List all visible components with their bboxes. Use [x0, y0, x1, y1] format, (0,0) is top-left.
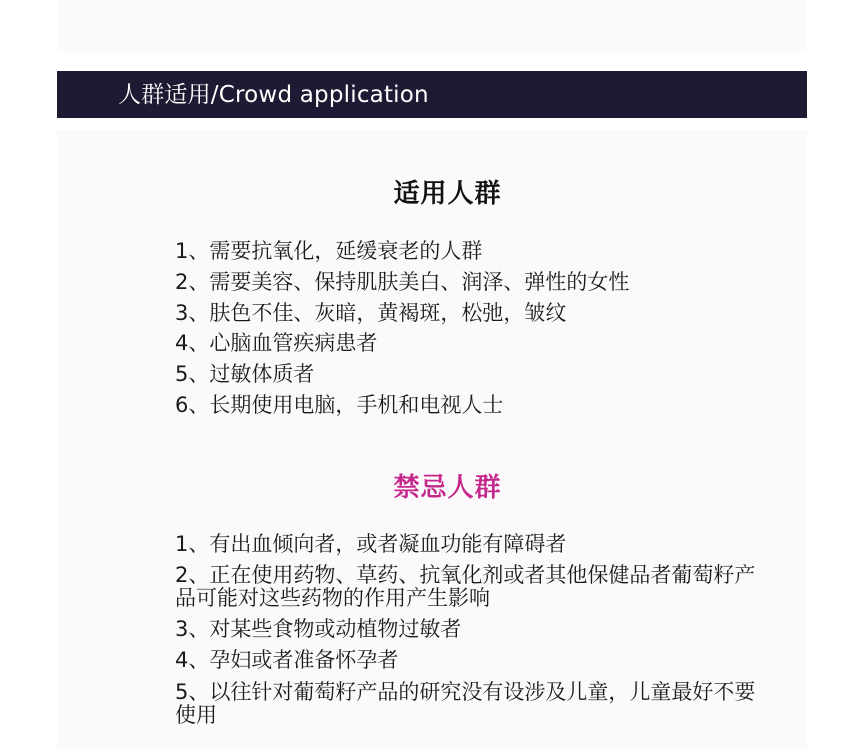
- section-header-title: 人群适用/Crowd application: [118, 82, 429, 108]
- suitable-crowd-title: 适用人群: [393, 179, 502, 209]
- forbidden-crowd-title: 禁忌人群: [393, 473, 502, 503]
- list-item: 1、有出血倾向者，或者凝血功能有障碍者: [175, 532, 567, 556]
- list-item: 6、长期使用电脑，手机和电视人士: [175, 392, 504, 417]
- list-item: 1、需要抗氧化，延缓衰老的人群: [175, 239, 483, 263]
- list-item: 5、以往针对葡萄籽产品的研究没有设涉及儿童，儿童最好不要使用: [175, 680, 756, 728]
- list-item: 4、心脑血管疾病患者: [175, 331, 378, 356]
- content-panel: [57, 130, 807, 749]
- forbidden-crowd-list: [175, 529, 775, 731]
- section-header-bar: [57, 71, 807, 118]
- list-item: 3、肤色不佳、灰暗，黄褐斑，松弛，皱纹: [175, 300, 567, 325]
- list-item: 3、对某些食物或动植物过敏者: [175, 616, 462, 641]
- list-item: 2、需要美容、保持肌肤美白、润泽、弹性的女性: [175, 269, 630, 294]
- list-item: 4、孕妇或者准备怀孕者: [175, 647, 399, 672]
- suitable-crowd-list: [175, 236, 629, 421]
- list-item: 2、正在使用药物、草药、抗氧化剂或者其他保健品者葡萄籽产品可能对这些药物的作用产生影响: [175, 562, 756, 610]
- list-item: 5、过敏体质者: [175, 362, 315, 387]
- top-band: [57, 0, 807, 52]
